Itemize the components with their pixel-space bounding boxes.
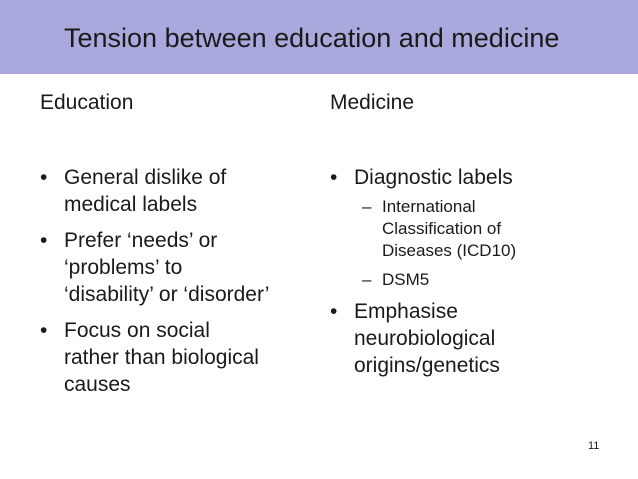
- education-bullet: • General dislike of medical labels: [40, 164, 270, 218]
- medicine-bullet-list: [330, 164, 590, 379]
- slide-title: Tension between education and medicine: [64, 23, 560, 53]
- medicine-sub-bullet: – International Classification of Diseases (ICD10): [362, 196, 562, 262]
- education-bullet: • Focus on social rather than biological causes: [40, 317, 270, 398]
- education-heading: Education: [40, 91, 134, 114]
- medicine-sub-container: [330, 196, 590, 291]
- medicine-heading: Medicine: [330, 91, 415, 114]
- education-bullet: • Prefer ‘needs’ or ‘problems’ to ‘disability’ or ‘disorder’: [40, 227, 270, 308]
- medicine-bullet: • Diagnostic labels: [330, 164, 590, 191]
- education-bullet-list: [40, 164, 270, 398]
- medicine-sub-bullet: – DSM5: [362, 269, 590, 291]
- medicine-sub-list: [362, 196, 590, 291]
- page-number: 11: [588, 440, 600, 452]
- medicine-bullet: • Emphasise neurobiological origins/genetics: [330, 298, 564, 379]
